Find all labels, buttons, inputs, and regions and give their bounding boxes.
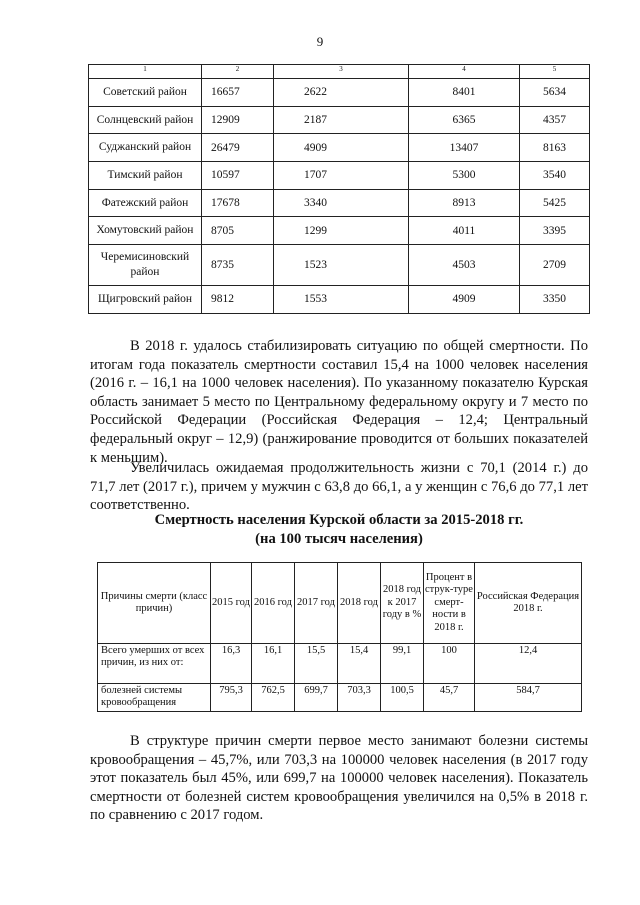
paragraph-life-expectancy: Увеличилась ожидаемая продолжительность жизни с 70,1 (2014 г.) до 71,7 лет (2017 г.), причем у мужчин с 63,8 до 66,1, а у женщин с 76,6 до 77,1 лет соответственно. bbox=[90, 460, 588, 514]
table-cell: 4503 bbox=[409, 245, 520, 286]
header-russia-2018: Российская Федерация 2018 г. bbox=[475, 563, 582, 644]
table-cell: 4909 bbox=[274, 134, 409, 162]
table-row bbox=[89, 189, 590, 217]
district-name: Фатежский район bbox=[89, 189, 202, 217]
table-cell: 2622 bbox=[274, 79, 409, 107]
table-cell: 1707 bbox=[274, 162, 409, 190]
district-name: Суджанский район bbox=[89, 134, 202, 162]
table-row bbox=[89, 245, 590, 286]
table-cell: 4909 bbox=[409, 286, 520, 314]
header-cause: Причины смерти (класс причин) bbox=[98, 563, 211, 644]
table-row bbox=[98, 644, 582, 684]
column-number-3: 3 bbox=[274, 65, 409, 79]
table-cell: 1299 bbox=[274, 217, 409, 245]
column-number-4: 4 bbox=[409, 65, 520, 79]
table-cell: 8913 bbox=[409, 189, 520, 217]
table-header-row bbox=[89, 65, 590, 79]
header-2015: 2015 год bbox=[211, 563, 252, 644]
table-cell: 4011 bbox=[409, 217, 520, 245]
table-cell: 3540 bbox=[520, 162, 590, 190]
table-cell: 17678 bbox=[202, 189, 274, 217]
table-cell: 3350 bbox=[520, 286, 590, 314]
table-cell: 3340 bbox=[274, 189, 409, 217]
mortality-table bbox=[97, 562, 582, 712]
paragraph-mortality-stabilization: В 2018 г. удалось стабилизировать ситуацию по общей смертности. По итогам года показатель смертности составил 15,4 на 1000 человек населения (2016 г. – 16,1 на 1000 человек населения). По указанному показателю Курская область занимает 5 место по Центральному федеральному округу и 7 место по Российской Федерации (Российская Федерация – 12,4; Центральный федеральный округ – 12,9) (ранжирование проводится от больших показателей к меньшим). bbox=[90, 338, 588, 466]
table-cell: 99,1 bbox=[381, 644, 424, 684]
title-line-1: Смертность населения Курской области за 2015-2018 гг. bbox=[154, 512, 524, 528]
table-row bbox=[89, 106, 590, 134]
district-name: Тимский район bbox=[89, 162, 202, 190]
table-cell: 1523 bbox=[274, 245, 409, 286]
header-2018: 2018 год bbox=[338, 563, 381, 644]
table-cell: 2187 bbox=[274, 106, 409, 134]
table-cell: 12909 bbox=[202, 106, 274, 134]
header-share: Процент в струк-туре смерт-ности в 2018 г. bbox=[424, 563, 475, 644]
column-number-1: 1 bbox=[89, 65, 202, 79]
table-row bbox=[98, 684, 582, 712]
table-row bbox=[89, 217, 590, 245]
table-cell: 15,5 bbox=[295, 644, 338, 684]
table-cell: 699,7 bbox=[295, 684, 338, 712]
district-name: Черемисиновский район bbox=[89, 245, 202, 286]
table-cell: 8401 bbox=[409, 79, 520, 107]
table-cell: 3395 bbox=[520, 217, 590, 245]
paragraph-circulatory-disease: В структуре причин смерти первое место занимают болезни системы кровообращения – 45,7%, или 703,3 на 100000 человек населения (в 2017 году этот показатель был 45%, или 699,7 на 100000 человек населения). Показатель смертности от болезней систем кровообращения увеличился на 0,5% в 2018 г. по сравнению с 2017 годом. bbox=[90, 733, 588, 824]
district-name: Щигровский район bbox=[89, 286, 202, 314]
table-cell: 100,5 bbox=[381, 684, 424, 712]
district-name: Хомутовский район bbox=[89, 217, 202, 245]
column-number-5: 5 bbox=[520, 65, 590, 79]
cause-cell: болезней системы кровообращения bbox=[98, 684, 211, 712]
header-2017: 2017 год bbox=[295, 563, 338, 644]
page-number: 9 bbox=[316, 34, 324, 49]
table-cell: 8735 bbox=[202, 245, 274, 286]
table-cell: 15,4 bbox=[338, 644, 381, 684]
table-cell: 26479 bbox=[202, 134, 274, 162]
table-cell: 5425 bbox=[520, 189, 590, 217]
mortality-table-title bbox=[90, 511, 588, 548]
table-row bbox=[89, 79, 590, 107]
district-name: Солнцевский район bbox=[89, 106, 202, 134]
table-cell: 10597 bbox=[202, 162, 274, 190]
table-cell: 4357 bbox=[520, 106, 590, 134]
table-cell: 12,4 bbox=[475, 644, 582, 684]
table-cell: 6365 bbox=[409, 106, 520, 134]
table-cell: 8705 bbox=[202, 217, 274, 245]
table-row bbox=[89, 162, 590, 190]
table-cell: 5634 bbox=[520, 79, 590, 107]
table-cell: 762,5 bbox=[252, 684, 295, 712]
table-cell: 16,3 bbox=[211, 644, 252, 684]
table-cell: 795,3 bbox=[211, 684, 252, 712]
table-cell: 584,7 bbox=[475, 684, 582, 712]
cause-cell: Всего умерших от всех причин, из них от: bbox=[98, 644, 211, 684]
table-cell: 8163 bbox=[520, 134, 590, 162]
table-cell: 16657 bbox=[202, 79, 274, 107]
table-cell: 100 bbox=[424, 644, 475, 684]
header-2016: 2016 год bbox=[252, 563, 295, 644]
table-row bbox=[89, 134, 590, 162]
header-2018-vs-2017: 2018 год к 2017 году в % bbox=[381, 563, 424, 644]
table-row bbox=[89, 286, 590, 314]
table-cell: 16,1 bbox=[252, 644, 295, 684]
table-cell: 2709 bbox=[520, 245, 590, 286]
title-line-2: (на 100 тысяч населения) bbox=[255, 530, 423, 547]
district-name: Советский район bbox=[89, 79, 202, 107]
table-cell: 9812 bbox=[202, 286, 274, 314]
table-cell: 5300 bbox=[409, 162, 520, 190]
table-cell: 703,3 bbox=[338, 684, 381, 712]
district-table bbox=[88, 64, 590, 314]
table-cell: 13407 bbox=[409, 134, 520, 162]
column-number-2: 2 bbox=[202, 65, 274, 79]
table-header-row bbox=[98, 563, 582, 644]
table-cell: 45,7 bbox=[424, 684, 475, 712]
table-cell: 1553 bbox=[274, 286, 409, 314]
